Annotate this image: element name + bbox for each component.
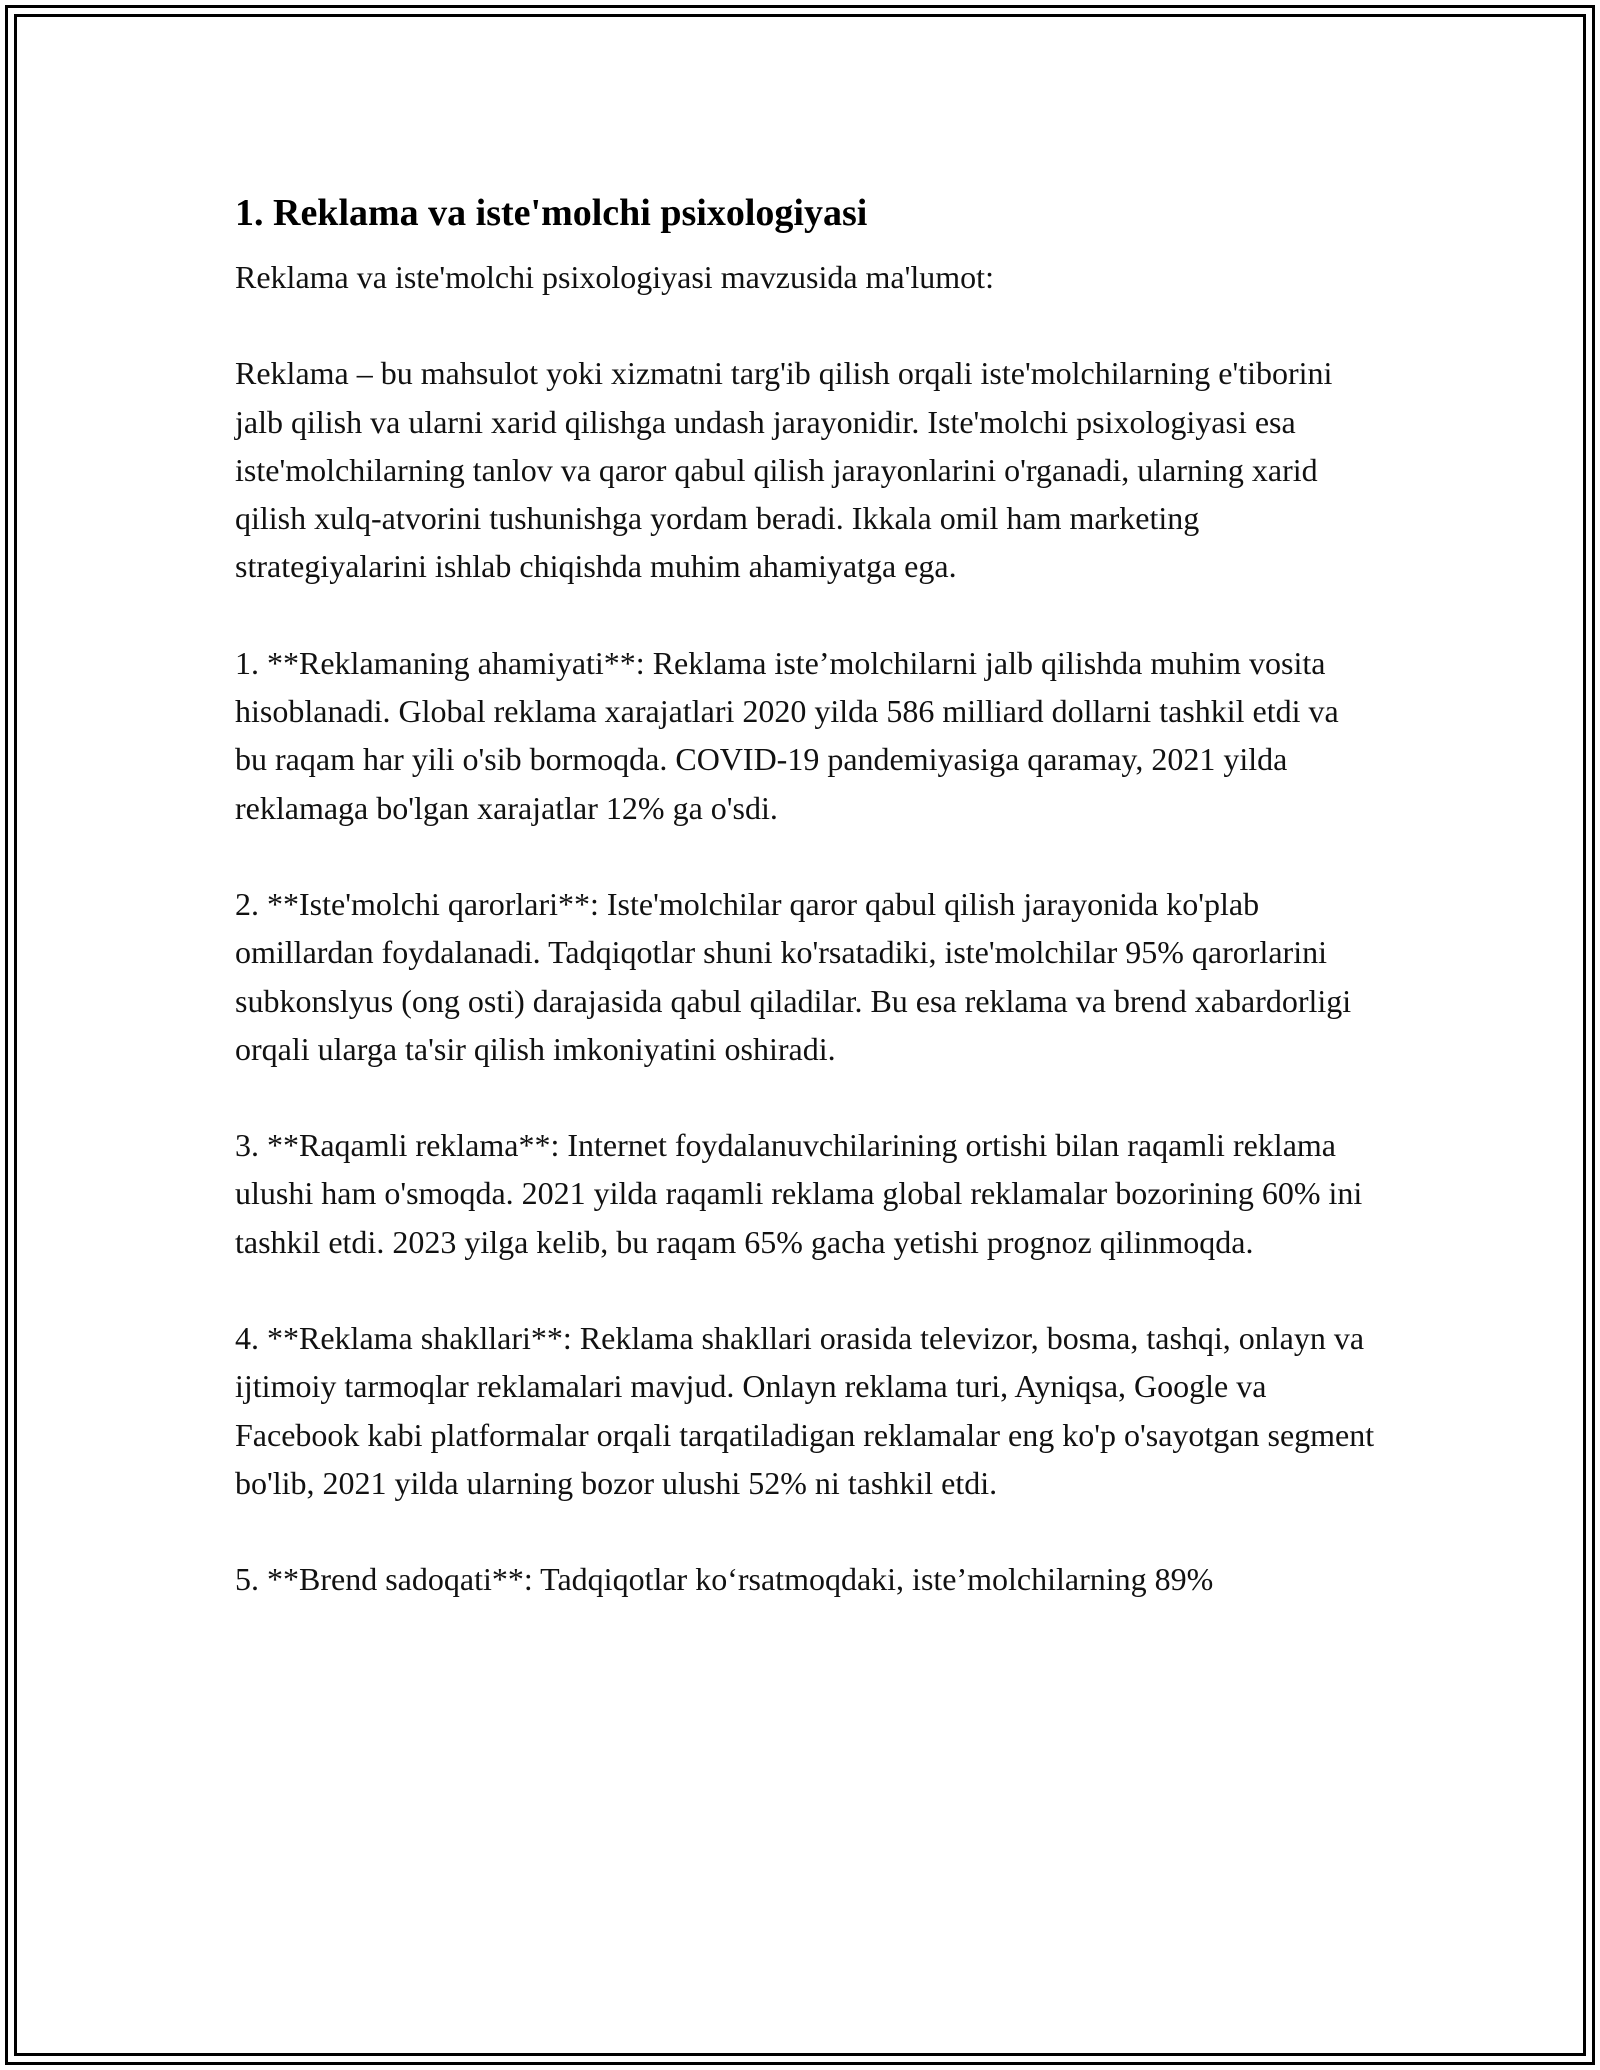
list-item-advertising-importance: 1. **Reklamaning ahamiyati**: Reklama iste’molchilarni jalb qilishda muhim vosita hisoblanadi. Global reklama xarajatlari 2020 yilda 586 milliard dollarni tashkil etdi va bu raqam har yili o'sib bormoqda. COVID-19 pandemiyasiga qaramay, 2021 yilda reklamaga bo'lgan xarajatlar 12% ga o'sdi. [235, 644, 1339, 826]
intro-paragraph: Reklama va iste'molchi psixologiyasi mavzusida ma'lumot: [235, 259, 994, 295]
list-item-digital-advertising: 3. **Raqamli reklama**: Internet foydalanuvchilarining ortishi bilan raqamli reklama ulushi ham o'smoqda. 2021 yilda raqamli reklama global reklamalar bozorining 60% ini tashkil etdi. 2023 yilga kelib, bu raqam 65% gacha yetishi prognoz qilinmoqda. [235, 1127, 1363, 1260]
definition-paragraph: Reklama – bu mahsulot yoki xizmatni targ'ib qilish orqali iste'molchilarning e'tiborini jalb qilish va ularni xarid qilishga undash jarayonidir. Iste'molchi psixologiyasi esa iste'molchilarning tanlov va qaror qabul qilish jarayonlarini o'rganadi, ularning xarid qilish xulq-atvorini tushunishga yordam beradi. Ikkala omil ham marketing strategiyalarini ishlab chiqishda muhim ahamiyatga ega. [235, 355, 1333, 585]
list-item-brand-loyalty: 5. **Brend sadoqati**: Tadqiqotlar ko‘rsatmoqdaki, iste’molchilarning 89% [235, 1561, 1214, 1598]
document-title: 1. Reklama va iste'molchi psixologiyasi [235, 192, 868, 234]
document-body [235, 185, 1375, 1604]
list-item-advertising-forms: 4. **Reklama shakllari**: Reklama shakllari orasida televizor, bosma, tashqi, onlayn va ijtimoiy tarmoqlar reklamalari mavjud. Onlayn reklama turi, Ayniqsa, Google va Facebook kabi platformalar orqali tarqatiladigan reklamalar eng ko'p o'sayotgan segment bo'lib, 2021 yilda ularning bozor ulushi 52% ni tashkil etdi. [235, 1320, 1375, 1501]
list-item-consumer-decisions: 2. **Iste'molchi qarorlari**: Iste'molchilar qaror qabul qilish jarayonida ko'plab omillardan foydalanadi. Tadqiqotlar shuni ko'rsatadiki, iste'molchilar 95% qarorlarini subkonslyus (ong osti) darajasida qabul qiladilar. Bu esa reklama va brend xabardorligi orqali ularga ta'sir qilish imkoniyatini oshiradi. [235, 885, 1352, 1067]
